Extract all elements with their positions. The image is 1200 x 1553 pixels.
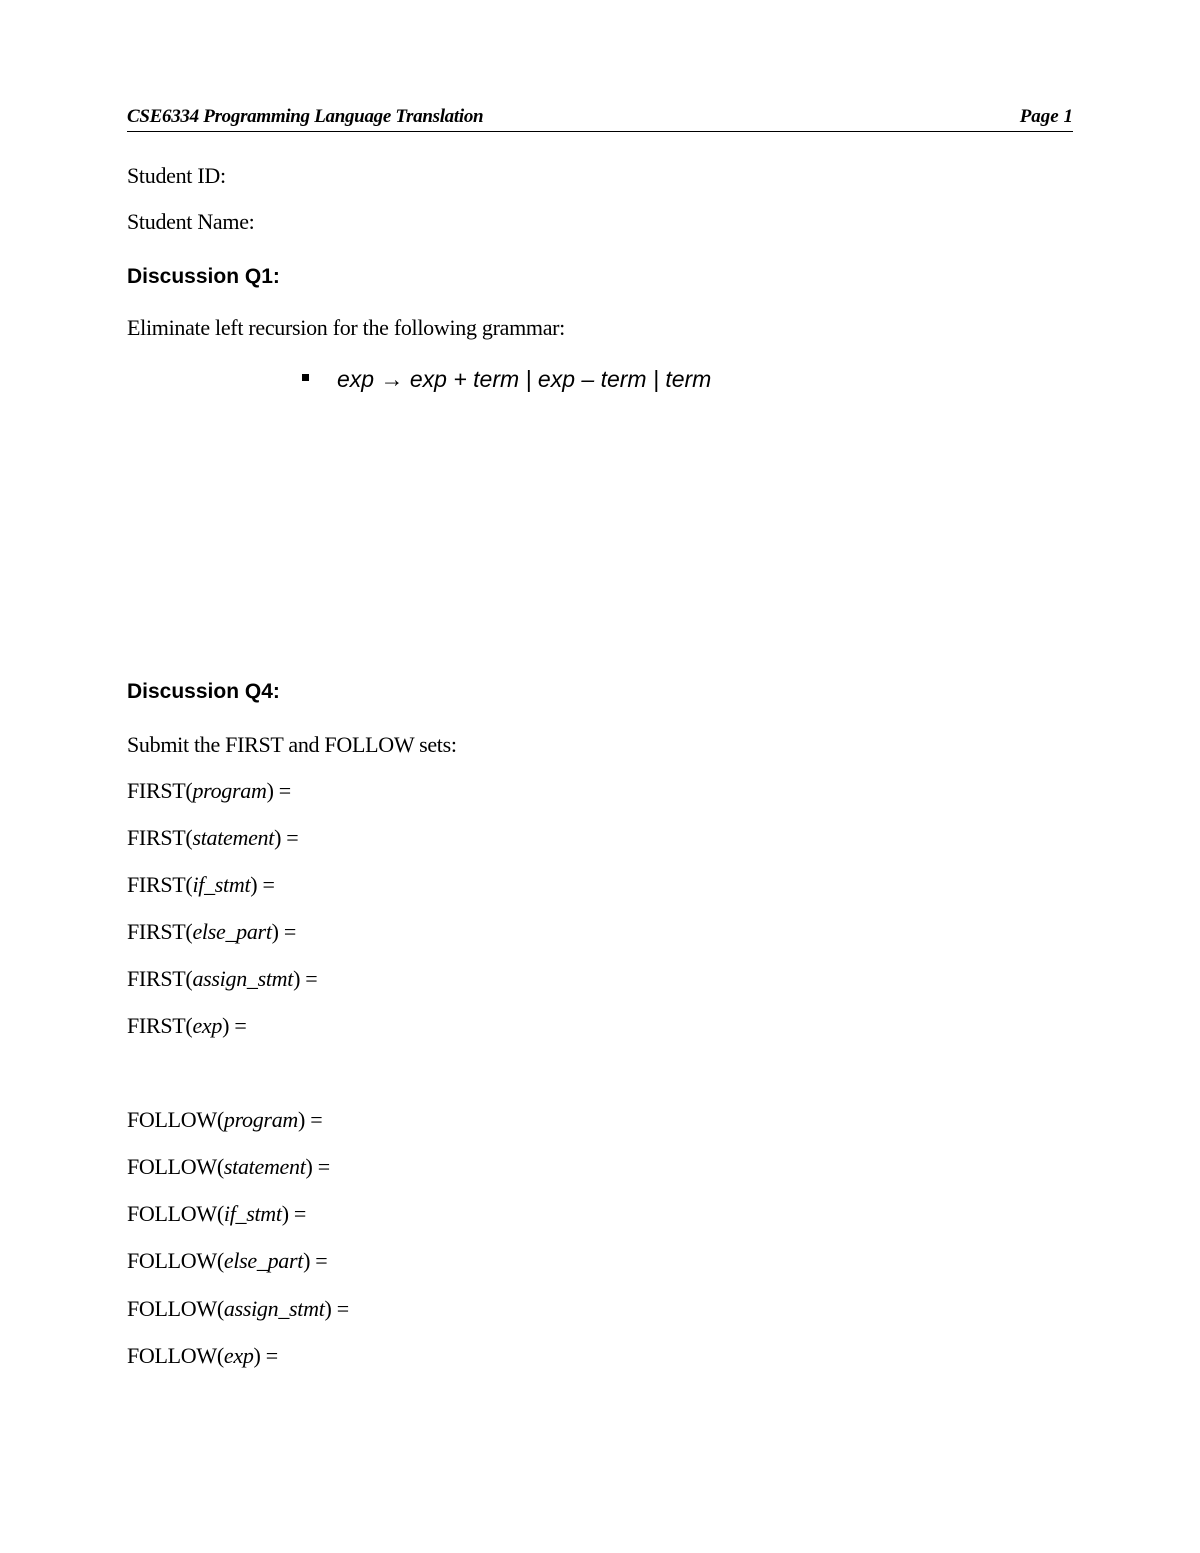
page-number: Page 1: [1019, 106, 1073, 127]
first-set-line: FIRST(assign_stmt) =: [127, 966, 318, 991]
first-set-line: FIRST(else_part) =: [127, 919, 296, 944]
follow-set-line: FOLLOW(if_stmt) =: [127, 1201, 307, 1226]
q1-instruction: Eliminate left recursion for the following grammar:: [127, 315, 565, 340]
first-set-line: FIRST(statement) =: [127, 825, 299, 850]
follow-set-line: FOLLOW(program) =: [127, 1107, 323, 1132]
bullet-icon: [302, 374, 309, 381]
follow-set-line: FOLLOW(else_part) =: [127, 1248, 328, 1273]
grammar-rule: [302, 364, 711, 394]
follow-set-line: FOLLOW(exp) =: [127, 1343, 278, 1368]
student-id-label: Student ID:: [127, 163, 226, 188]
student-name-label: Student Name:: [127, 209, 255, 234]
first-set-line: FIRST(program) =: [127, 778, 291, 803]
first-set-line: FIRST(if_stmt) =: [127, 872, 275, 897]
follow-set-line: FOLLOW(statement) =: [127, 1154, 330, 1179]
q4-instruction: Submit the FIRST and FOLLOW sets:: [127, 732, 457, 757]
follow-set-line: FOLLOW(assign_stmt) =: [127, 1296, 349, 1321]
q1-heading: Discussion Q1:: [127, 265, 280, 288]
first-set-line: FIRST(exp) =: [127, 1013, 247, 1038]
grammar-rule-text: exp → exp + term | exp – term | term: [337, 366, 712, 392]
q4-heading: Discussion Q4:: [127, 680, 280, 703]
page-header: [127, 104, 1073, 132]
course-title: CSE6334 Programming Language Translation: [127, 106, 484, 127]
